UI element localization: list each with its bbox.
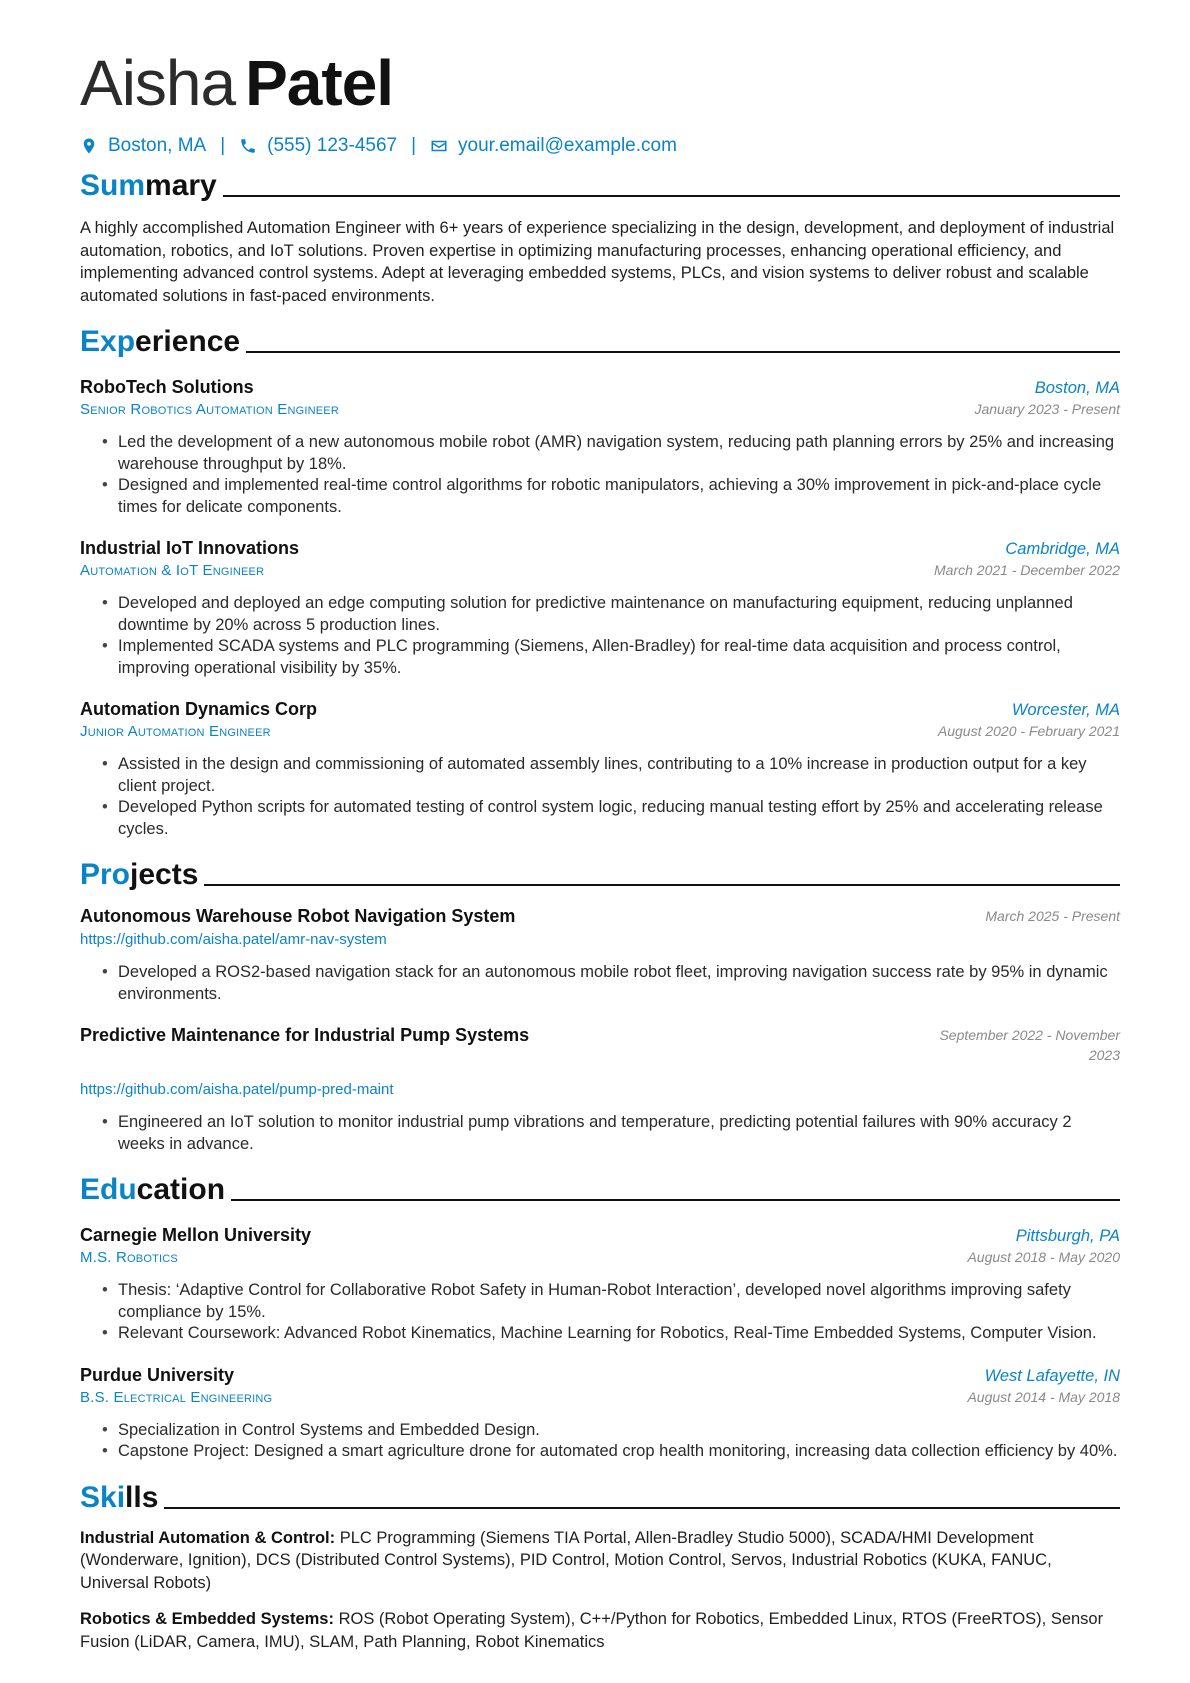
bullet-list (80, 593, 1120, 679)
education-list (80, 1225, 1120, 1463)
bullet-item: • Thesis: ‘Adaptive Control for Collaborative Robot Safety in Human-Robot Interaction’, developed novel algorithms improving safety compliance by 15%. (80, 1280, 1120, 1323)
summary-text: A highly accomplished Automation Engineer with 6+ years of experience specializing in the design, development, and deployment of industrial automation, robotics, and IoT solutions. Proven expertise in optimizing manufacturing processes, enhancing operational efficiency, and implementing advanced control systems. Adept at leveraging embedded systems, PLCs, and vision systems to deliver robust and scalable automated solutions in fast-paced environments. (80, 219, 1115, 305)
contact-email[interactable] (430, 135, 677, 157)
bullet-item: • Developed a ROS2-based navigation stack for an autonomous mobile robot fleet, improving navigation success rate by 95% in dynamic environments. (80, 962, 1120, 1005)
project-dates: September 2022 - November 2023 (939, 1027, 1120, 1064)
contact-bar (80, 135, 1120, 157)
experience-title-rest: erience (135, 325, 241, 359)
entry-header (80, 1225, 1120, 1246)
entry-subheader (80, 562, 1120, 579)
skill-group-label: Industrial Automation & Control: (80, 1528, 336, 1547)
section-skills-heading (80, 1480, 1120, 1514)
skill-group (80, 1608, 1120, 1653)
entry-dates: August 2018 - May 2020 (967, 1249, 1120, 1266)
project-link[interactable]: https://github.com/aisha.patel/pump-pred-maint (80, 1081, 394, 1099)
company-name: Automation Dynamics Corp (80, 699, 318, 720)
skills-title-rest: lls (125, 1480, 159, 1514)
projects-title-rest: jects (130, 858, 199, 892)
education-entry (80, 1365, 1120, 1463)
email-link[interactable]: your.email@example.com (458, 135, 677, 157)
education-title-accent: Edu (80, 1173, 137, 1207)
entry-dates: January 2023 - Present (974, 401, 1120, 418)
section-rule (231, 1199, 1120, 1201)
job-title: Automation & IoT Engineer (80, 562, 265, 580)
entry-header (80, 1365, 1120, 1386)
entry-subheader (80, 1249, 1120, 1266)
section-summary-heading (80, 171, 1120, 201)
job-title: Junior Automation Engineer (80, 723, 271, 741)
phone-text: (555) 123-4567 (267, 135, 398, 157)
entry-location: Pittsburgh, PA (1015, 1227, 1120, 1246)
section-rule (204, 884, 1120, 886)
bullet-item: • Designed and implemented real-time control algorithms for robotic manipulators, achieving a 30% improvement in pick-and-place cycle times for delicate components. (80, 475, 1120, 518)
section-rule (164, 1507, 1120, 1509)
job-title: Senior Robotics Automation Engineer (80, 401, 339, 419)
bullet-item: • Implemented SCADA systems and PLC programming (Siemens, Allen-Bradley) for real-time data acquisition and process control, improving operational visibility by 35%. (80, 636, 1120, 679)
education-entry (80, 1225, 1120, 1345)
entry-dates: August 2020 - February 2021 (937, 723, 1120, 740)
bullet-list (80, 1420, 1120, 1463)
project-entry (80, 1025, 1120, 1155)
school-name: Carnegie Mellon University (80, 1225, 312, 1246)
experience-title-accent: Exp (80, 325, 136, 359)
skills-title-accent: Ski (80, 1480, 126, 1514)
experience-list (80, 377, 1120, 840)
section-rule (246, 351, 1120, 353)
map-marker-icon (80, 137, 98, 155)
degree-name: M.S. Robotics (80, 1249, 178, 1267)
bullet-item: • Engineered an IoT solution to monitor industrial pump vibrations and temperature, predicting potential failures with 90% accuracy 2 weeks in advance. (80, 1112, 1120, 1155)
project-link[interactable]: https://github.com/aisha.patel/amr-nav-system (80, 931, 387, 949)
first-name: Aisha (80, 47, 236, 119)
project-dates: March 2025 - Present (985, 908, 1120, 925)
project-header (80, 1025, 1120, 1065)
section-rule (223, 195, 1120, 197)
entry-header (80, 377, 1120, 398)
skill-group-text: ROS (Robot Operating System), C++/Python for Robotics, Embedded Linux, RTOS (FreeRTOS), Sensor Fusion (LiDAR, Camera, IMU), SLAM, Path Planning, Robot Kinematics (80, 1610, 1104, 1651)
entry-location: West Lafayette, IN (984, 1366, 1120, 1385)
experience-entry (80, 377, 1120, 518)
experience-entry (80, 699, 1120, 840)
school-name: Purdue University (80, 1364, 235, 1385)
experience-entry (80, 538, 1120, 679)
summary-title-accent: Sum (80, 169, 146, 203)
bullet-list (80, 1112, 1120, 1155)
entry-subheader (80, 401, 1120, 418)
company-name: Industrial IoT Innovations (80, 538, 300, 559)
contact-location (80, 135, 206, 157)
entry-location: Cambridge, MA (1005, 540, 1120, 559)
contact-separator: | (411, 135, 417, 157)
projects-title-accent: Pro (80, 858, 131, 892)
bullet-list (80, 1280, 1120, 1345)
entry-dates: August 2014 - May 2018 (967, 1388, 1120, 1405)
entry-subheader (80, 1389, 1120, 1406)
bullet-item: • Developed Python scripts for automated testing of control system logic, reducing manual testing effort by 25% and accelerating release cycles. (80, 797, 1120, 840)
envelope-icon (430, 137, 448, 155)
project-header (80, 906, 1120, 927)
phone-icon (239, 137, 257, 155)
section-education-heading (80, 1175, 1120, 1205)
project-name: Autonomous Warehouse Robot Navigation System (80, 906, 516, 927)
bullet-list (80, 962, 1120, 1005)
skill-group-text: PLC Programming (Siemens TIA Portal, Allen-Bradley Studio 5000), SCADA/HMI Development (Wonderware, Ignition), DCS (Distributed Control Systems), PID Control, Motion Control, Servos, Industrial Robotics (KUKA, FANUC, Universal Robots) (80, 1528, 1052, 1592)
entry-header (80, 538, 1120, 559)
skill-group-label: Robotics & Embedded Systems: (80, 1610, 334, 1629)
bullet-item: • Developed and deployed an edge computing solution for predictive maintenance on manufacturing equipment, reducing unplanned downtime by 20% across 5 production lines. (80, 593, 1120, 636)
project-name: Predictive Maintenance for Industrial Pump Systems (80, 1025, 530, 1046)
education-title-rest: cation (136, 1173, 226, 1207)
location-text: Boston, MA (108, 135, 207, 157)
entry-location: Worcester, MA (1011, 701, 1120, 720)
summary-title-rest: mary (145, 169, 217, 203)
bullet-list (80, 754, 1120, 840)
last-name: Patel (245, 47, 394, 119)
skills-list (80, 1527, 1120, 1654)
entry-location: Boston, MA (1034, 379, 1120, 398)
bullet-item: • Led the development of a new autonomous mobile robot (AMR) navigation system, reducing path planning errors by 25% and increasing warehouse throughput by 18%. (80, 432, 1120, 475)
project-entry (80, 906, 1120, 1005)
company-name: RoboTech Solutions (80, 377, 254, 398)
entry-subheader (80, 723, 1120, 740)
bullet-item: • Assisted in the design and commissioning of automated assembly lines, contributing to a 10% increase in production output for a key client project. (80, 754, 1120, 797)
bullet-item: • Specialization in Control Systems and Embedded Design. (80, 1420, 1120, 1442)
skill-group (80, 1527, 1120, 1595)
contact-separator: | (220, 135, 226, 157)
section-experience-heading (80, 327, 1120, 357)
bullet-list (80, 432, 1120, 518)
section-projects-heading (80, 860, 1120, 890)
bullet-item: • Capstone Project: Designed a smart agriculture drone for automated crop health monitoring, increasing data collection efficiency by 40%. (80, 1441, 1120, 1463)
degree-name: B.S. Electrical Engineering (80, 1388, 273, 1406)
entry-header (80, 699, 1120, 720)
bullet-item: • Relevant Coursework: Advanced Robot Kinematics, Machine Learning for Robotics, Real-Time Embedded Systems, Computer Vision. (80, 1323, 1120, 1345)
contact-phone[interactable] (239, 135, 397, 157)
projects-list (80, 906, 1120, 1155)
entry-dates: March 2021 - December 2022 (934, 562, 1120, 579)
candidate-name (80, 47, 1120, 119)
